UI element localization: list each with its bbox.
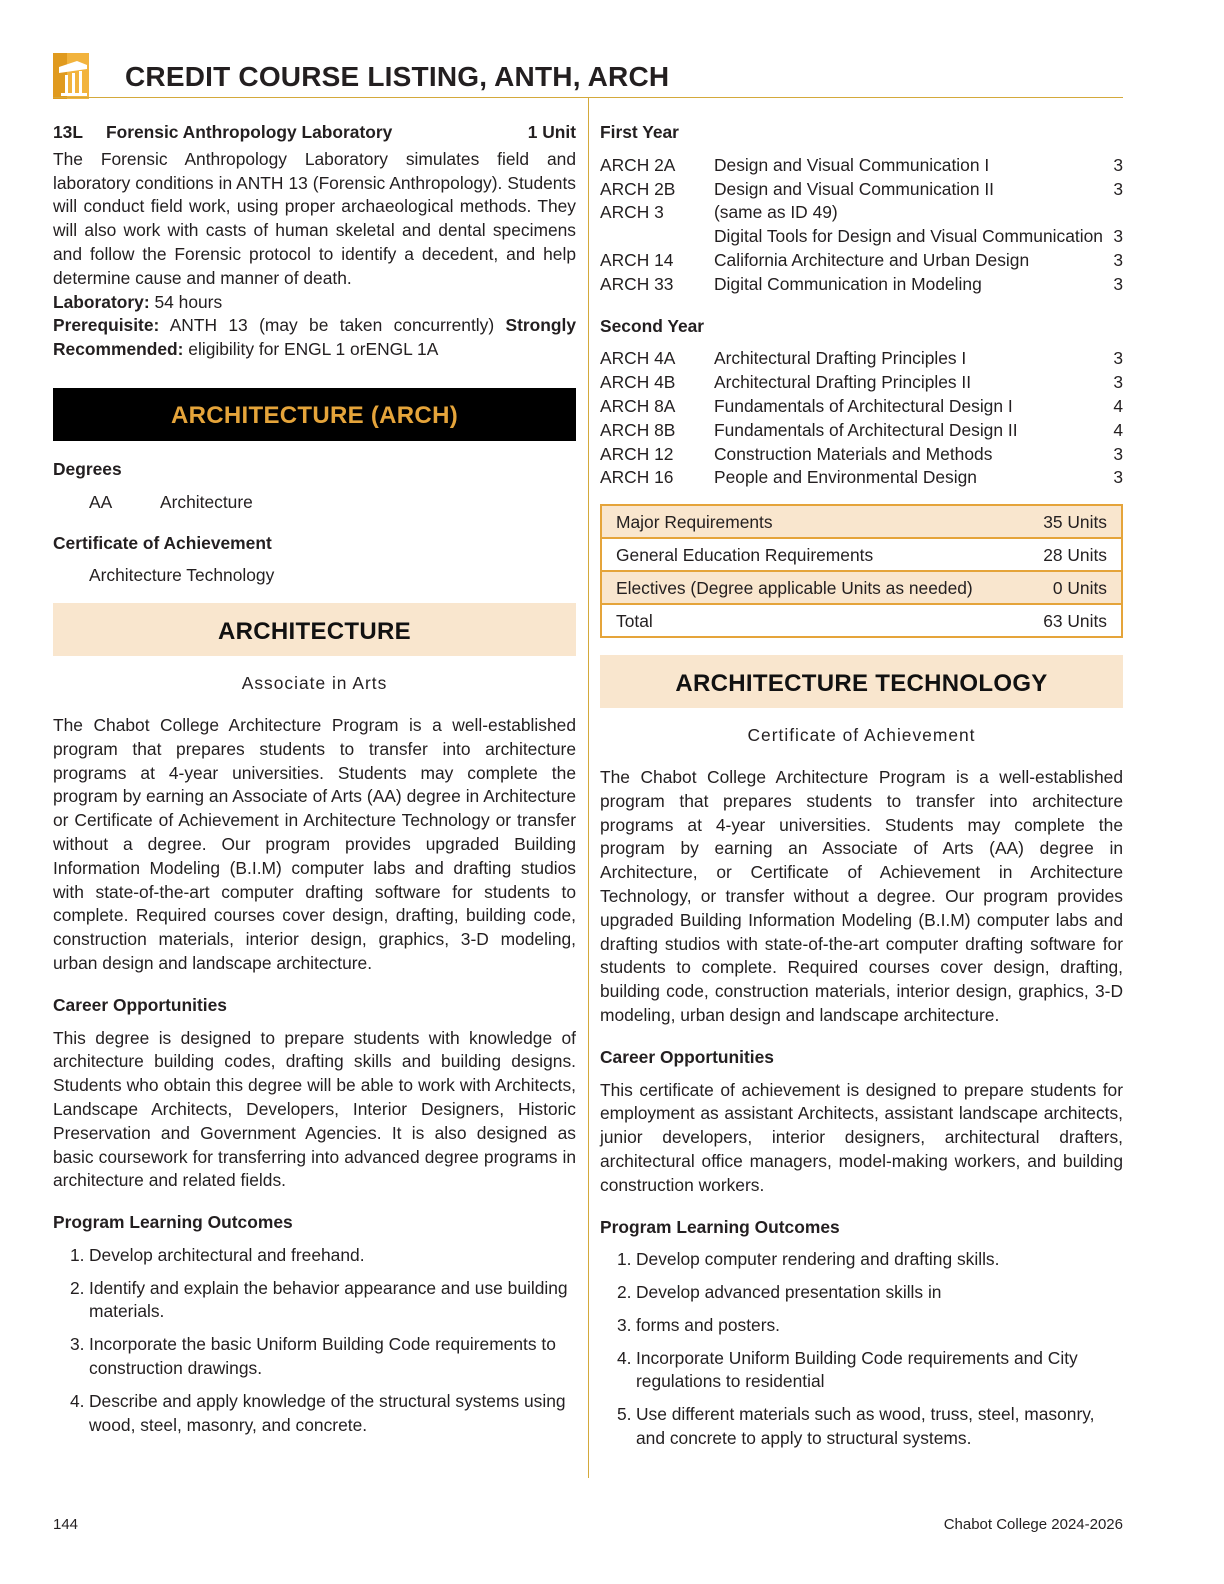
first-year-heading: First Year [600, 122, 679, 142]
career-text: This certificate of achievement is designed to prepare students for employment as assistant Architects, assistant landscape architects, junior developers, interior designers, architectural drafters, architectural office managers, model-making workers, and building construction workers. [600, 1079, 1123, 1195]
course-row: ARCH 2A Design and Visual Communication I 3 [600, 154, 1123, 175]
list-item: 1. Develop architectural and freehand. [70, 1244, 365, 1265]
table-row: General Education Requirements 28 Units [602, 537, 1121, 570]
plo-heading: Program Learning Outcomes [53, 1212, 293, 1233]
list-item: 4. Incorporate Uniform Building Code requirements and City regulations to residential [617, 1347, 1078, 1392]
career-heading: Career Opportunities [53, 994, 227, 1015]
second-year-heading: Second Year [600, 315, 705, 336]
plo-heading: Program Learning Outcomes [600, 1216, 840, 1237]
plo-list [600, 1248, 1123, 1451]
degrees-heading: Degrees [53, 458, 122, 479]
arch-tech-banner: ARCHITECTURE TECHNOLOGY [600, 655, 1123, 708]
arch-section-banner: ARCHITECTURE (ARCH) [53, 388, 576, 441]
degree-code: AA [89, 491, 113, 512]
certificate-type: Certificate of Achievement [747, 725, 976, 746]
course-row: ARCH 12 Construction Materials and Methods 3 [600, 443, 1123, 464]
column-divider [588, 98, 589, 1478]
course-heading [53, 121, 576, 145]
career-heading: Career Opportunities [600, 1046, 774, 1067]
arch-tech-description: The Chabot College Architecture Program is a well-established program that prepares students to transfer into architecture programs at 4-year universities. Students may complete the program by earning an Associate of Arts (AA) degree in Architecture, or Certificate of Achievement in Architecture Technology, or transfer without a degree. Our program provides upgraded Building Information Modeling (B.I.M) computer labs and drafting studios with state-of-the-art computer drafting software for students to complete. Required courses cover design, drafting, building code, construction materials, interior design, graphics, 3-D modeling, urban design and landscape architecture. [600, 766, 1123, 1025]
certificate-item: Architecture Technology [89, 565, 275, 586]
requirements-table [600, 504, 1123, 638]
degree-name: Architecture [160, 491, 253, 512]
list-item: 3. Incorporate the basic Uniform Building Code requirements to construction drawings. [70, 1334, 556, 1379]
list-item: 2. Develop advanced presentation skills in [617, 1282, 942, 1303]
list-item: 3. forms and posters. [617, 1314, 781, 1335]
page-number: 144 [53, 1516, 79, 1533]
publication-name: Chabot College 2024-2026 [943, 1516, 1123, 1533]
course-units: 1 Unit [527, 122, 576, 142]
course-row: ARCH 2B Design and Visual Communication II 3 [600, 178, 1123, 199]
right-column [600, 121, 1123, 1460]
table-row: Electives (Degree applicable Units as needed) 0 Units [602, 570, 1121, 603]
course-row: ARCH 3 (same as ID 49) [600, 202, 838, 223]
course-row: ARCH 4B Architectural Drafting Principles II 3 [600, 372, 1123, 393]
first-year-courses [600, 154, 1123, 297]
certificate-heading: Certificate of Achievement [53, 532, 272, 553]
page-title: CREDIT COURSE LISTING, ANTH, ARCH [125, 61, 670, 92]
list-item: 5. Use different materials such as wood, truss, steel, masonry, and concrete to apply to structural systems. [617, 1404, 1095, 1449]
course-description: The Forensic Anthropology Laboratory simulates field and laboratory conditions in ANTH 13 (Forensic Anthropology). Students will conduct field work, using proper archaeological methods. They will also work with casts of human skeletal and dental specimens and follow the Forensic protocol to identify a decedent, and help determine cause and manner of death. [53, 148, 576, 288]
course-row: Digital Tools for Design and Visual Communication 3 [714, 226, 1123, 247]
architecture-banner: ARCHITECTURE [53, 603, 576, 656]
list-item: 4. Describe and apply knowledge of the structural systems using wood, steel, masonry, and concrete. [70, 1390, 566, 1435]
course-row: ARCH 33 Digital Communication in Modeling 3 [600, 273, 1123, 294]
course-number: 13L [53, 122, 83, 142]
course-title: Forensic Anthropology Laboratory [106, 122, 393, 142]
table-row: Total 63 Units [602, 603, 1121, 636]
course-row: ARCH 4A Architectural Drafting Principles I 3 [600, 348, 1123, 369]
degree-type: Associate in Arts [241, 673, 388, 694]
laboratory-hours: Laboratory: 54 hours [53, 291, 223, 312]
prerequisite: Prerequisite: ANTH 13 (may be taken concurrently) Strongly Recommended: eligibility for ENGL 1 orENGL 1A [53, 315, 576, 360]
course-row: ARCH 14 California Architecture and Urban Design 3 [600, 249, 1123, 270]
list-item: 2. Identify and explain the behavior appearance and use building materials. [70, 1277, 568, 1322]
college-logo-icon [53, 53, 89, 99]
table-row: Major Requirements 35 Units [602, 506, 1121, 537]
program-description: The Chabot College Architecture Program is a well-established program that prepares students to transfer into architecture programs at 4-year universities. Students may complete the program by earning an Associate of Arts (AA) degree in Architecture or Certificate of Achievement in Architecture Technology or transfer without a degree. Our program provides upgraded Building Information Modeling (B.I.M) computer labs and drafting studios with state-of-the-art computer drafting software for students to complete. Required courses cover design, drafting, building code, construction materials, interior design, graphics, 3-D modeling, urban design and landscape architecture. [53, 714, 576, 973]
course-row: ARCH 8A Fundamentals of Architectural Design I 4 [600, 395, 1123, 416]
second-year-courses [600, 347, 1123, 490]
left-column [53, 121, 576, 1446]
plo-list [53, 1244, 576, 1438]
course-row: ARCH 8B Fundamentals of Architectural Design II 4 [600, 419, 1123, 440]
course-row: ARCH 16 People and Environmental Design 3 [600, 467, 1123, 488]
degree-item [53, 491, 576, 515]
list-item: 1. Develop computer rendering and drafting skills. [617, 1249, 1000, 1270]
career-text: This degree is designed to prepare students with knowledge of architecture building codes, drafting skills and building designs. Students who obtain this degree will be able to work with Architects, Landscape Architects, Developers, Interior Designers, Historic Preservation and Government Agencies. It is also designed as basic coursework for transferring into advanced degree programs in architecture and related fields. [53, 1027, 576, 1191]
